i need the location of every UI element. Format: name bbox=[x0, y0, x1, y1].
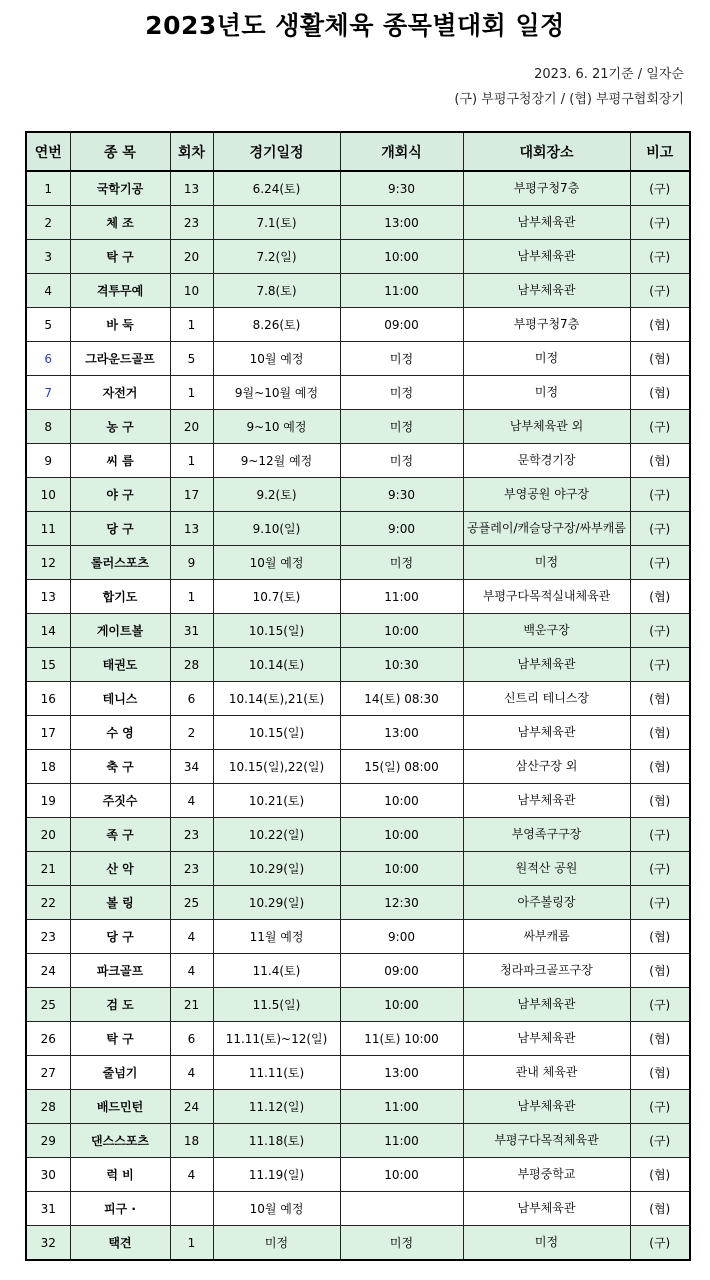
sport-name: 롤러스포츠 bbox=[70, 546, 170, 580]
table-row bbox=[26, 580, 690, 614]
note: (협) bbox=[630, 444, 690, 478]
table-row bbox=[26, 478, 690, 512]
venue: 남부체육관 bbox=[463, 1090, 630, 1124]
venue: 남부체육관 bbox=[463, 1192, 630, 1226]
round-count: 25 bbox=[170, 886, 213, 920]
round-count: 4 bbox=[170, 1056, 213, 1090]
header-no: 연번 bbox=[26, 132, 70, 171]
note: (협) bbox=[630, 716, 690, 750]
row-number: 26 bbox=[26, 1022, 70, 1056]
row-number: 3 bbox=[26, 240, 70, 274]
round-count: 1 bbox=[170, 308, 213, 342]
venue: 미정 bbox=[463, 342, 630, 376]
header-opening: 개회식 bbox=[340, 132, 463, 171]
opening-time: 10:00 bbox=[340, 784, 463, 818]
sport-name: 국학기공 bbox=[70, 171, 170, 206]
event-date: 10월 예정 bbox=[213, 342, 340, 376]
event-date: 10.15(일),22(일) bbox=[213, 750, 340, 784]
table-row bbox=[26, 240, 690, 274]
venue: 원적산 공원 bbox=[463, 852, 630, 886]
note: (구) bbox=[630, 512, 690, 546]
round-count: 1 bbox=[170, 580, 213, 614]
note: (구) bbox=[630, 886, 690, 920]
note: (구) bbox=[630, 410, 690, 444]
venue: 남부체육관 bbox=[463, 206, 630, 240]
venue: 남부체육관 bbox=[463, 716, 630, 750]
row-number: 12 bbox=[26, 546, 70, 580]
as-of-note: 2023. 6. 21기준 / 일자순 bbox=[534, 67, 684, 82]
opening-time: 11:00 bbox=[340, 1124, 463, 1158]
header-venue: 대회장소 bbox=[463, 132, 630, 171]
venue: 부평구다목적체육관 bbox=[463, 1124, 630, 1158]
venue: 부평구다목적실내체육관 bbox=[463, 580, 630, 614]
schedule-table bbox=[25, 131, 691, 1261]
opening-time: 10:00 bbox=[340, 1158, 463, 1192]
note: (구) bbox=[630, 206, 690, 240]
event-date: 9~12월 예정 bbox=[213, 444, 340, 478]
sport-name: 씨 름 bbox=[70, 444, 170, 478]
round-count: 4 bbox=[170, 1158, 213, 1192]
round-count: 10 bbox=[170, 274, 213, 308]
round-count: 20 bbox=[170, 240, 213, 274]
event-date: 10월 예정 bbox=[213, 546, 340, 580]
event-date: 11.19(일) bbox=[213, 1158, 340, 1192]
venue: 미정 bbox=[463, 376, 630, 410]
note: (구) bbox=[630, 171, 690, 206]
round-count: 6 bbox=[170, 1022, 213, 1056]
sport-name: 당 구 bbox=[70, 920, 170, 954]
round-count: 9 bbox=[170, 546, 213, 580]
row-number: 13 bbox=[26, 580, 70, 614]
note: (구) bbox=[630, 852, 690, 886]
row-number: 25 bbox=[26, 988, 70, 1022]
event-date: 10.29(일) bbox=[213, 852, 340, 886]
header-sport: 종 목 bbox=[70, 132, 170, 171]
round-count: 31 bbox=[170, 614, 213, 648]
sport-name: 족 구 bbox=[70, 818, 170, 852]
table-row bbox=[26, 206, 690, 240]
sport-name: 자전거 bbox=[70, 376, 170, 410]
round-count: 13 bbox=[170, 512, 213, 546]
row-number: 27 bbox=[26, 1056, 70, 1090]
row-number: 20 bbox=[26, 818, 70, 852]
event-date: 10.29(일) bbox=[213, 886, 340, 920]
event-date: 11.11(토)~12(일) bbox=[213, 1022, 340, 1056]
opening-time: 미정 bbox=[340, 410, 463, 444]
opening-time: 13:00 bbox=[340, 206, 463, 240]
table-row bbox=[26, 988, 690, 1022]
round-count: 20 bbox=[170, 410, 213, 444]
opening-time: 미정 bbox=[340, 376, 463, 410]
event-date: 9월~10월 예정 bbox=[213, 376, 340, 410]
table-row bbox=[26, 171, 690, 206]
row-number: 5 bbox=[26, 308, 70, 342]
opening-time: 13:00 bbox=[340, 1056, 463, 1090]
venue: 부평구청7층 bbox=[463, 308, 630, 342]
venue: 공플레이/캐슬당구장/싸부캐롬 bbox=[463, 512, 630, 546]
venue: 미정 bbox=[463, 1226, 630, 1261]
round-count: 4 bbox=[170, 784, 213, 818]
venue: 아주볼링장 bbox=[463, 886, 630, 920]
round-count: 5 bbox=[170, 342, 213, 376]
event-date: 7.1(토) bbox=[213, 206, 340, 240]
round-count: 23 bbox=[170, 852, 213, 886]
sport-name: 야 구 bbox=[70, 478, 170, 512]
note: (협) bbox=[630, 1022, 690, 1056]
note: (구) bbox=[630, 988, 690, 1022]
note: (구) bbox=[630, 648, 690, 682]
table-row bbox=[26, 614, 690, 648]
round-count: 1 bbox=[170, 1226, 213, 1261]
note: (구) bbox=[630, 240, 690, 274]
opening-time: 9:30 bbox=[340, 478, 463, 512]
event-date: 6.24(토) bbox=[213, 171, 340, 206]
row-number: 18 bbox=[26, 750, 70, 784]
sport-name: 댄스스포츠 bbox=[70, 1124, 170, 1158]
table-row bbox=[26, 818, 690, 852]
opening-time: 11:00 bbox=[340, 580, 463, 614]
table-row bbox=[26, 1192, 690, 1226]
row-number: 29 bbox=[26, 1124, 70, 1158]
note: (협) bbox=[630, 376, 690, 410]
sport-name: 농 구 bbox=[70, 410, 170, 444]
event-date: 9~10 예정 bbox=[213, 410, 340, 444]
round-count: 1 bbox=[170, 376, 213, 410]
table-header-row bbox=[26, 132, 690, 171]
row-number: 6 bbox=[26, 342, 70, 376]
opening-time: 미정 bbox=[340, 342, 463, 376]
row-number: 9 bbox=[26, 444, 70, 478]
table-row bbox=[26, 1090, 690, 1124]
legend-note: (구) 부평구청장기 / (협) 부평구협회장기 bbox=[454, 92, 684, 107]
round-count: 13 bbox=[170, 171, 213, 206]
venue: 남부체육관 bbox=[463, 648, 630, 682]
opening-time: 9:00 bbox=[340, 920, 463, 954]
table-row bbox=[26, 886, 690, 920]
event-date: 10.7(토) bbox=[213, 580, 340, 614]
round-count: 1 bbox=[170, 444, 213, 478]
table-row bbox=[26, 376, 690, 410]
row-number: 10 bbox=[26, 478, 70, 512]
venue: 남부체육관 bbox=[463, 784, 630, 818]
venue: 부영족구구장 bbox=[463, 818, 630, 852]
venue: 삼산구장 외 bbox=[463, 750, 630, 784]
venue: 관내 체육관 bbox=[463, 1056, 630, 1090]
row-number: 31 bbox=[26, 1192, 70, 1226]
venue: 남부체육관 bbox=[463, 240, 630, 274]
note: (구) bbox=[630, 546, 690, 580]
round-count: 6 bbox=[170, 682, 213, 716]
table-row bbox=[26, 852, 690, 886]
round-count: 34 bbox=[170, 750, 213, 784]
round-count: 21 bbox=[170, 988, 213, 1022]
row-number: 16 bbox=[26, 682, 70, 716]
note: (협) bbox=[630, 1192, 690, 1226]
round-count: 17 bbox=[170, 478, 213, 512]
sport-name: 축 구 bbox=[70, 750, 170, 784]
table-row bbox=[26, 750, 690, 784]
event-date: 미정 bbox=[213, 1226, 340, 1261]
round-count: 24 bbox=[170, 1090, 213, 1124]
sport-name: 게이트볼 bbox=[70, 614, 170, 648]
event-date: 10.14(토) bbox=[213, 648, 340, 682]
opening-time: 10:00 bbox=[340, 852, 463, 886]
row-number: 11 bbox=[26, 512, 70, 546]
sport-name: 피구 · bbox=[70, 1192, 170, 1226]
header-note: 비고 bbox=[630, 132, 690, 171]
venue: 부영공원 야구장 bbox=[463, 478, 630, 512]
sport-name: 태권도 bbox=[70, 648, 170, 682]
sport-name: 테니스 bbox=[70, 682, 170, 716]
venue: 싸부캐롬 bbox=[463, 920, 630, 954]
opening-time: 15(일) 08:00 bbox=[340, 750, 463, 784]
sport-name: 합기도 bbox=[70, 580, 170, 614]
event-date: 10월 예정 bbox=[213, 1192, 340, 1226]
round-count: 4 bbox=[170, 920, 213, 954]
table-row bbox=[26, 410, 690, 444]
note: (협) bbox=[630, 920, 690, 954]
sport-name: 배드민턴 bbox=[70, 1090, 170, 1124]
sport-name: 검 도 bbox=[70, 988, 170, 1022]
sport-name: 볼 링 bbox=[70, 886, 170, 920]
row-number: 23 bbox=[26, 920, 70, 954]
sport-name: 탁 구 bbox=[70, 1022, 170, 1056]
opening-time: 미정 bbox=[340, 444, 463, 478]
row-number: 21 bbox=[26, 852, 70, 886]
sport-name: 탁 구 bbox=[70, 240, 170, 274]
opening-time bbox=[340, 1192, 463, 1226]
row-number: 19 bbox=[26, 784, 70, 818]
event-date: 11.11(토) bbox=[213, 1056, 340, 1090]
note: (협) bbox=[630, 308, 690, 342]
table-row bbox=[26, 308, 690, 342]
note: (협) bbox=[630, 750, 690, 784]
row-number: 24 bbox=[26, 954, 70, 988]
event-date: 11.12(일) bbox=[213, 1090, 340, 1124]
table-row bbox=[26, 716, 690, 750]
venue: 남부체육관 외 bbox=[463, 410, 630, 444]
round-count: 23 bbox=[170, 206, 213, 240]
note: (협) bbox=[630, 342, 690, 376]
round-count bbox=[170, 1192, 213, 1226]
note: (협) bbox=[630, 1158, 690, 1192]
venue: 미정 bbox=[463, 546, 630, 580]
table-row bbox=[26, 1124, 690, 1158]
opening-time: 11:00 bbox=[340, 1090, 463, 1124]
table-row bbox=[26, 682, 690, 716]
venue: 부평중학교 bbox=[463, 1158, 630, 1192]
sport-name: 산 악 bbox=[70, 852, 170, 886]
opening-time: 14(토) 08:30 bbox=[340, 682, 463, 716]
opening-time: 10:00 bbox=[340, 240, 463, 274]
sport-name: 택견 bbox=[70, 1226, 170, 1261]
row-number: 7 bbox=[26, 376, 70, 410]
opening-time: 10:30 bbox=[340, 648, 463, 682]
sport-name: 파크골프 bbox=[70, 954, 170, 988]
note: (구) bbox=[630, 274, 690, 308]
table-row bbox=[26, 1158, 690, 1192]
row-number: 1 bbox=[26, 171, 70, 206]
row-number: 15 bbox=[26, 648, 70, 682]
sport-name: 주짓수 bbox=[70, 784, 170, 818]
opening-time: 9:00 bbox=[340, 512, 463, 546]
event-date: 11.18(토) bbox=[213, 1124, 340, 1158]
round-count: 28 bbox=[170, 648, 213, 682]
row-number: 8 bbox=[26, 410, 70, 444]
opening-time: 10:00 bbox=[340, 988, 463, 1022]
opening-time: 미정 bbox=[340, 546, 463, 580]
venue: 부평구청7층 bbox=[463, 171, 630, 206]
venue: 백운구장 bbox=[463, 614, 630, 648]
note: (협) bbox=[630, 580, 690, 614]
row-number: 2 bbox=[26, 206, 70, 240]
note: (구) bbox=[630, 1090, 690, 1124]
event-date: 11월 예정 bbox=[213, 920, 340, 954]
event-date: 9.2(토) bbox=[213, 478, 340, 512]
table-row bbox=[26, 648, 690, 682]
note: (협) bbox=[630, 784, 690, 818]
event-date: 10.15(일) bbox=[213, 614, 340, 648]
sport-name: 그라운드골프 bbox=[70, 342, 170, 376]
event-date: 11.5(일) bbox=[213, 988, 340, 1022]
sport-name: 바 둑 bbox=[70, 308, 170, 342]
event-date: 10.21(토) bbox=[213, 784, 340, 818]
table-row bbox=[26, 954, 690, 988]
event-date: 9.10(일) bbox=[213, 512, 340, 546]
row-number: 4 bbox=[26, 274, 70, 308]
sport-name: 격투무예 bbox=[70, 274, 170, 308]
table-row bbox=[26, 444, 690, 478]
row-number: 14 bbox=[26, 614, 70, 648]
header-date: 경기일정 bbox=[213, 132, 340, 171]
table-row bbox=[26, 920, 690, 954]
table-row bbox=[26, 1226, 690, 1261]
event-date: 10.15(일) bbox=[213, 716, 340, 750]
row-number: 30 bbox=[26, 1158, 70, 1192]
opening-time: 9:30 bbox=[340, 171, 463, 206]
round-count: 4 bbox=[170, 954, 213, 988]
table-row bbox=[26, 784, 690, 818]
opening-time: 10:00 bbox=[340, 818, 463, 852]
note: (협) bbox=[630, 1056, 690, 1090]
table-row bbox=[26, 342, 690, 376]
note: (구) bbox=[630, 614, 690, 648]
opening-time: 13:00 bbox=[340, 716, 463, 750]
row-number: 17 bbox=[26, 716, 70, 750]
round-count: 18 bbox=[170, 1124, 213, 1158]
note: (구) bbox=[630, 1226, 690, 1261]
header-round: 회차 bbox=[170, 132, 213, 171]
opening-time: 10:00 bbox=[340, 614, 463, 648]
page-title: 2023년도 생활체육 종목별대회 일정 bbox=[145, 11, 565, 40]
venue: 문학경기장 bbox=[463, 444, 630, 478]
event-date: 10.14(토),21(토) bbox=[213, 682, 340, 716]
venue: 청라파크골프구장 bbox=[463, 954, 630, 988]
event-date: 10.22(일) bbox=[213, 818, 340, 852]
row-number: 22 bbox=[26, 886, 70, 920]
round-count: 23 bbox=[170, 818, 213, 852]
opening-time: 11:00 bbox=[340, 274, 463, 308]
note: (구) bbox=[630, 478, 690, 512]
venue: 신트리 테니스장 bbox=[463, 682, 630, 716]
table-row bbox=[26, 546, 690, 580]
opening-time: 12:30 bbox=[340, 886, 463, 920]
event-date: 7.8(토) bbox=[213, 274, 340, 308]
venue: 남부체육관 bbox=[463, 1022, 630, 1056]
event-date: 7.2(일) bbox=[213, 240, 340, 274]
row-number: 32 bbox=[26, 1226, 70, 1261]
round-count: 2 bbox=[170, 716, 213, 750]
venue: 남부체육관 bbox=[463, 274, 630, 308]
opening-time: 미정 bbox=[340, 1226, 463, 1261]
table-row bbox=[26, 1056, 690, 1090]
sport-name: 수 영 bbox=[70, 716, 170, 750]
event-date: 8.26(토) bbox=[213, 308, 340, 342]
sport-name: 럭 비 bbox=[70, 1158, 170, 1192]
opening-time: 09:00 bbox=[340, 308, 463, 342]
sport-name: 줄넘기 bbox=[70, 1056, 170, 1090]
note: (협) bbox=[630, 682, 690, 716]
venue: 남부체육관 bbox=[463, 988, 630, 1022]
table-row bbox=[26, 512, 690, 546]
note: (구) bbox=[630, 1124, 690, 1158]
sport-name: 당 구 bbox=[70, 512, 170, 546]
note: (구) bbox=[630, 818, 690, 852]
opening-time: 11(토) 10:00 bbox=[340, 1022, 463, 1056]
row-number: 28 bbox=[26, 1090, 70, 1124]
table-row bbox=[26, 1022, 690, 1056]
sport-name: 체 조 bbox=[70, 206, 170, 240]
table-row bbox=[26, 274, 690, 308]
event-date: 11.4(토) bbox=[213, 954, 340, 988]
note: (협) bbox=[630, 954, 690, 988]
opening-time: 09:00 bbox=[340, 954, 463, 988]
